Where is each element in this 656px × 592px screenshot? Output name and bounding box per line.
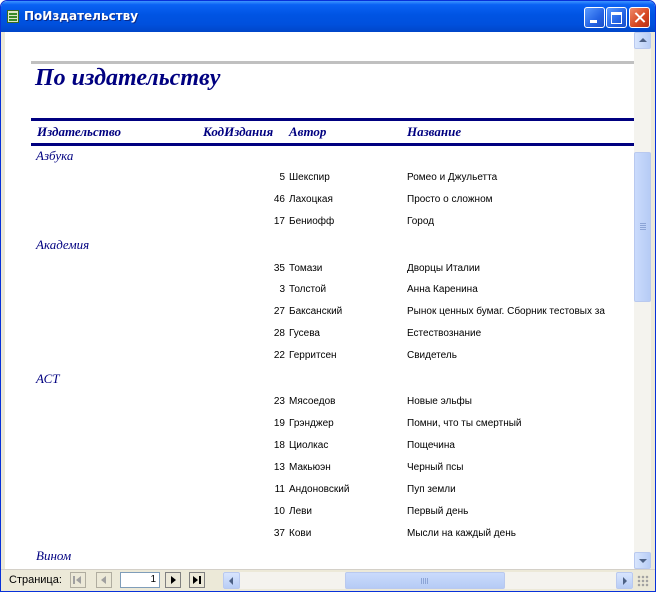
cell-author: Кови: [289, 528, 312, 539]
table-row: [5, 484, 634, 506]
table-row: [5, 172, 634, 194]
table-row: [5, 284, 634, 306]
cell-code: 22: [273, 350, 285, 361]
cell-author: Шекспир: [289, 172, 330, 183]
horizontal-scroll-thumb[interactable]: [345, 572, 505, 589]
cell-title: Свидетель: [407, 350, 457, 361]
window-title: ПоИздательству: [24, 9, 139, 23]
table-row: [5, 418, 634, 440]
cell-title: Черный псы: [407, 462, 464, 473]
table-row: [5, 396, 634, 418]
group-header: Вином: [36, 548, 72, 563]
cell-code: 37: [273, 528, 285, 539]
title-rule: [31, 61, 634, 64]
first-page-icon[interactable]: [70, 572, 86, 588]
cell-title: Город: [407, 216, 435, 227]
report-title: По издательству: [35, 65, 221, 91]
cell-title: Мысли на каждый день: [407, 528, 516, 539]
cell-title: Естествознание: [407, 328, 482, 339]
cell-code: 35: [273, 263, 285, 274]
cell-author: Бениофф: [289, 216, 335, 227]
table-row: [5, 306, 634, 328]
navigation-bar: [1, 569, 655, 592]
table-row: [5, 440, 634, 462]
resize-grip-icon[interactable]: [637, 575, 649, 587]
column-header-author: Автор: [289, 124, 327, 139]
cell-code: 17: [273, 216, 285, 227]
cell-title: Просто о сложном: [407, 194, 493, 205]
cell-author: Толстой: [289, 284, 327, 295]
title-bar[interactable]: [1, 1, 655, 32]
cell-title: Пуп земли: [407, 484, 456, 495]
group-header: Азбука: [36, 148, 74, 163]
cell-code: 11: [274, 484, 285, 495]
table-row: [5, 216, 634, 238]
scroll-down-icon[interactable]: [634, 552, 651, 569]
horizontal-scrollbar[interactable]: [223, 572, 633, 589]
prev-page-icon[interactable]: [96, 572, 112, 588]
vertical-scroll-thumb[interactable]: [634, 152, 651, 302]
cell-title: Первый день: [407, 506, 469, 517]
header-rule-top: [31, 118, 634, 121]
scroll-left-icon[interactable]: [223, 572, 240, 589]
cell-title: Рынок ценных бумаг. Сборник тестовых за: [407, 306, 605, 317]
cell-author: Гусева: [289, 328, 320, 339]
cell-code: 10: [273, 506, 285, 517]
cell-author: Грэнджер: [289, 418, 334, 429]
cell-title: Пощечина: [407, 440, 455, 451]
cell-code: 19: [273, 418, 285, 429]
cell-title: Новые эльфы: [407, 396, 472, 407]
cell-title: Анна Каренина: [407, 284, 478, 295]
header-rule-bottom: [31, 143, 634, 146]
column-header-code: КодИздания: [203, 124, 274, 139]
cell-author: Андоновский: [289, 484, 350, 495]
cell-code: 13: [273, 462, 285, 473]
cell-code: 23: [273, 396, 285, 407]
cell-code: 5: [279, 172, 285, 183]
page-number-input[interactable]: 1: [120, 572, 160, 588]
scroll-up-icon[interactable]: [634, 32, 651, 49]
maximize-button[interactable]: [606, 7, 627, 28]
table-row: [5, 350, 634, 372]
cell-author: Леви: [289, 506, 313, 517]
table-row: [5, 506, 634, 528]
cell-author: Макьюэн: [289, 462, 331, 473]
scroll-right-icon[interactable]: [616, 572, 633, 589]
cell-code: 46: [273, 194, 285, 205]
cell-title: Ромео и Джульетта: [407, 172, 498, 183]
column-header-publisher: Издательство: [37, 124, 121, 139]
group-header: АСТ: [36, 371, 60, 386]
close-button[interactable]: [629, 7, 650, 28]
cell-author: Мясоедов: [289, 396, 336, 407]
cell-author: Циолкас: [289, 440, 329, 451]
table-row: [5, 528, 634, 550]
cell-title: Дворцы Италии: [407, 263, 481, 274]
table-row: [5, 328, 634, 350]
vertical-scrollbar[interactable]: [634, 32, 651, 569]
cell-code: 3: [279, 284, 285, 295]
page-label: Страница:: [9, 574, 62, 586]
cell-author: Герритсен: [289, 350, 337, 361]
cell-code: 28: [273, 328, 285, 339]
next-page-icon[interactable]: [165, 572, 181, 588]
cell-author: Томази: [289, 263, 323, 274]
cell-author: Лахоцкая: [289, 194, 333, 205]
group-header: Академия: [36, 237, 90, 252]
last-page-icon[interactable]: [189, 572, 205, 588]
minimize-button[interactable]: [584, 7, 605, 28]
cell-code: 18: [273, 440, 285, 451]
report-icon[interactable]: [7, 10, 19, 23]
cell-author: Баксанский: [289, 306, 343, 317]
table-row: [5, 263, 634, 285]
table-row: [5, 462, 634, 484]
column-header-title: Название: [407, 124, 462, 139]
cell-title: Помни, что ты смертный: [407, 418, 522, 429]
report-page: [5, 32, 634, 569]
cell-code: 27: [273, 306, 285, 317]
table-row: [5, 194, 634, 216]
